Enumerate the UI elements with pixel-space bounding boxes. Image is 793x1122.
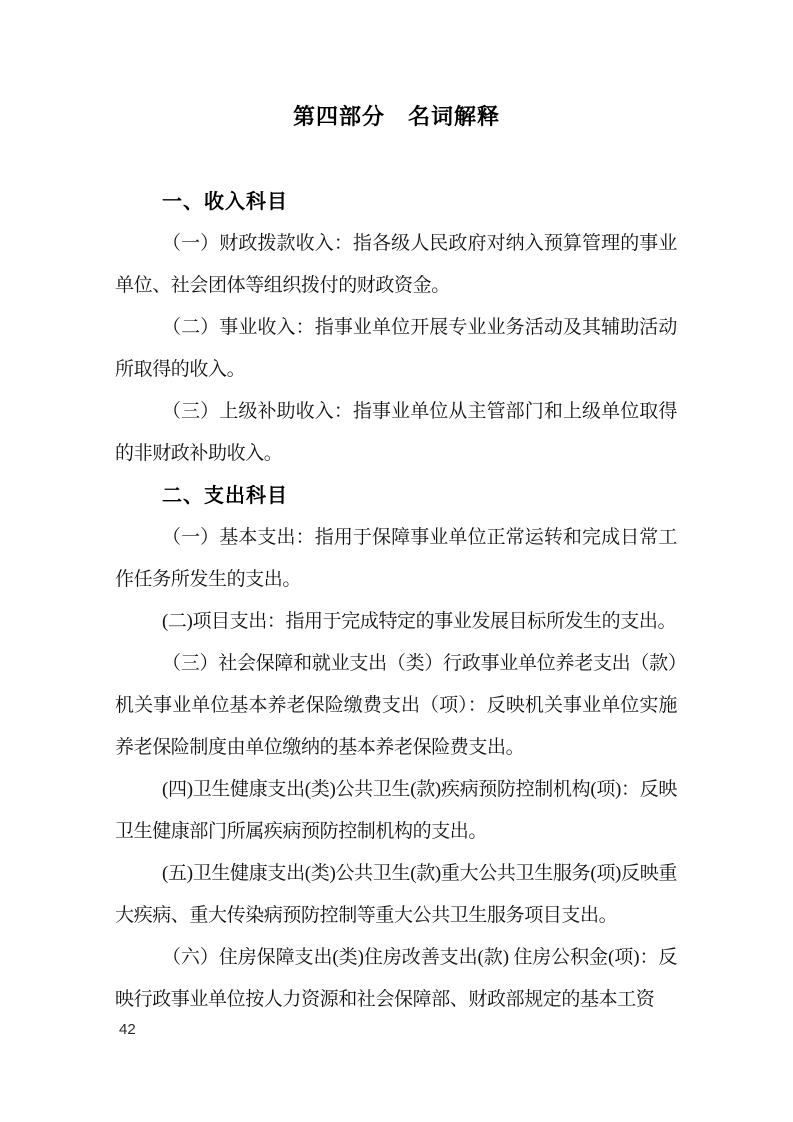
paragraph: (五)卫生健康支出(类)公共卫生(款)重大公共卫生服务(项)反映重大疾病、重大传染病预防控制等重大公共卫生服务项目支出。 — [115, 863, 677, 926]
paragraph: （二）事业收入：指事业单位开展专业业务活动及其辅助活动所取得的收入。 — [115, 317, 677, 380]
section-heading-2: 二、支出科目 — [162, 485, 288, 507]
paragraph: （六）住房保障支出(类)住房改善支出(款) 住房公积金(项)：反映行政事业单位按人力资源和社会保障部、财政部规定的基本工资 — [115, 947, 677, 1010]
paragraph: （一）基本支出：指用于保障事业单位正常运转和完成日常工作任务所发生的支出。 — [115, 527, 677, 590]
page-title: 第四部分 名词解释 — [292, 104, 500, 129]
document-body — [115, 181, 677, 1021]
paragraph: (四)卫生健康支出(类)公共卫生(款)疾病预防控制机构(项)：反映卫生健康部门所属疾病预防控制机构的支出。 — [115, 779, 677, 842]
paragraph: （三）上级补助收入：指事业单位从主管部门和上级单位取得的非财政补助收入。 — [115, 401, 677, 464]
paragraph: （三）社会保障和就业支出（类）行政事业单位养老支出（款）机关事业单位基本养老保险缴费支出（项）：反映机关事业单位实施养老保险制度由单位缴纳的基本养老保险费支出。 — [115, 653, 677, 758]
paragraph: （一）财政拨款收入：指各级人民政府对纳入预算管理的事业单位、社会团体等组织拨付的财政资金。 — [115, 233, 677, 296]
paragraph: (二)项目支出：指用于完成特定的事业发展目标所发生的支出。 — [162, 611, 677, 632]
section-heading-1: 一、收入科目 — [162, 191, 288, 213]
page-number: 42 — [119, 1021, 136, 1038]
